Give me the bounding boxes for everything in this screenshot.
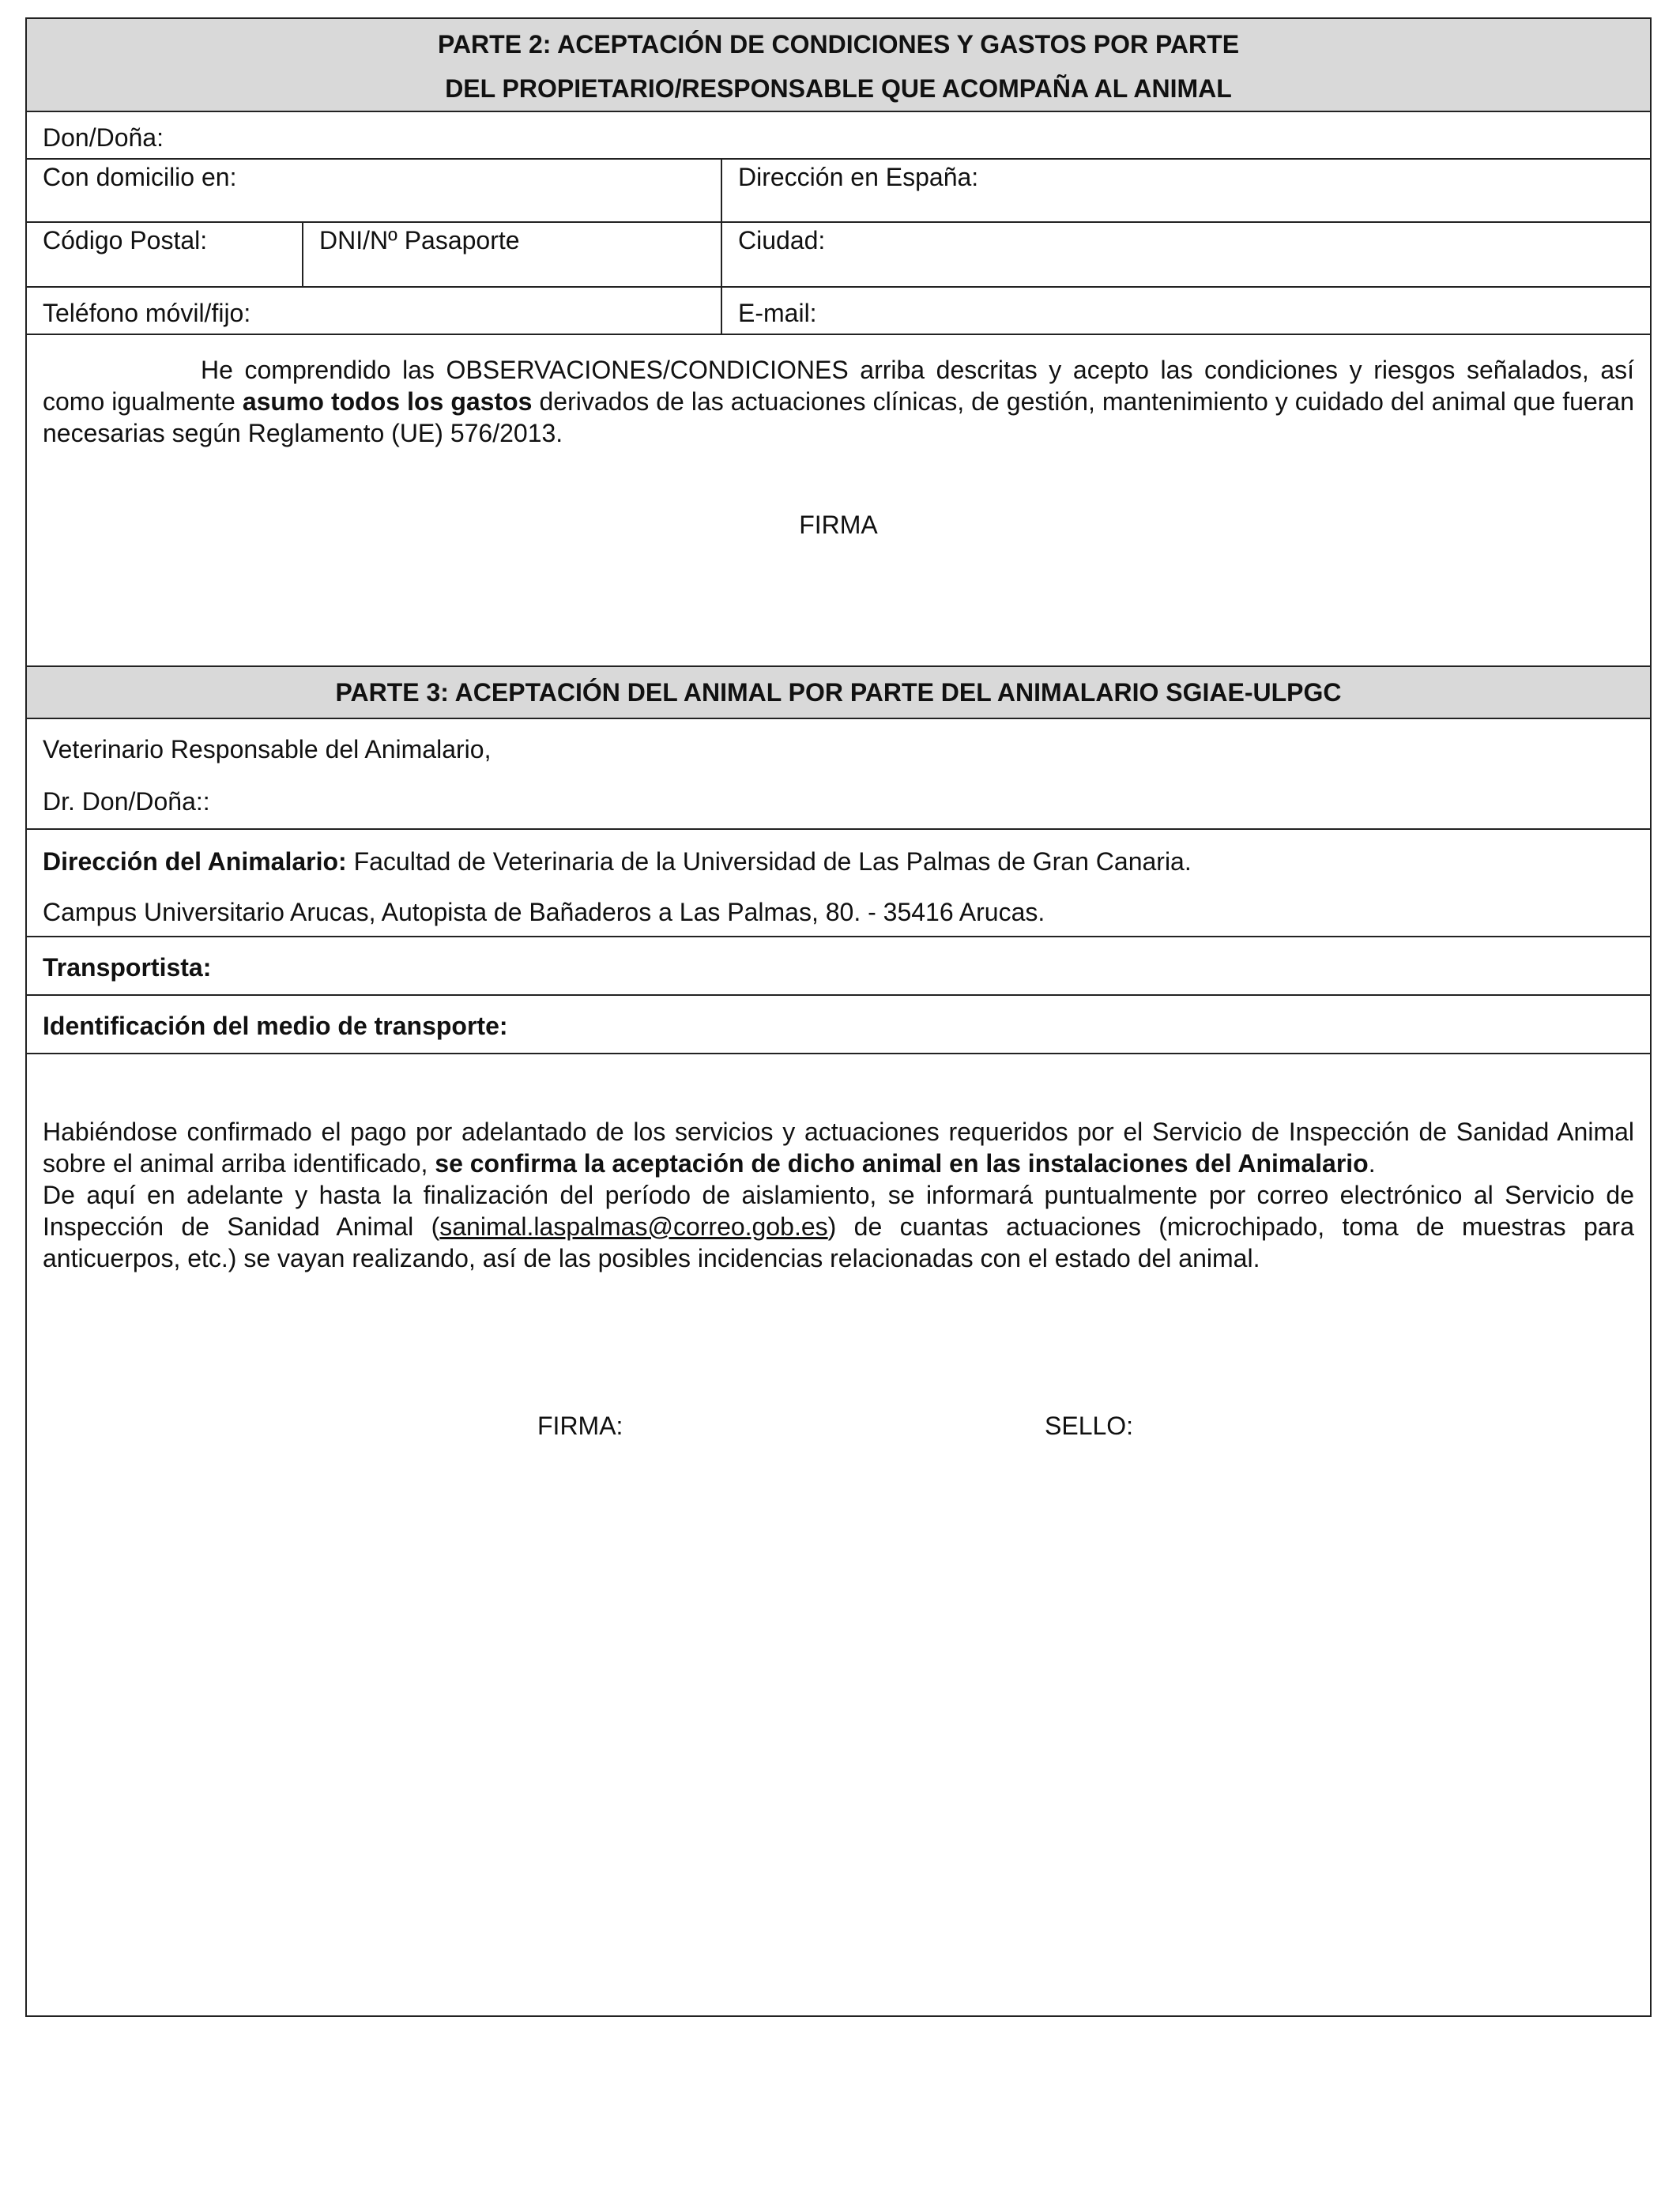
campus-address: Campus Universitario Arucas, Autopista de Bañaderos a Las Palmas, 80. - 35416 Arucas.: [43, 898, 1045, 926]
direccion-animalario: [43, 847, 1192, 876]
confirmation-paragraph: [27, 1054, 1650, 1179]
transportista-label: Transportista:: [43, 953, 212, 982]
part2-title-line2: DEL PROPIETARIO/RESPONSABLE QUE ACOMPAÑA AL ANIMAL: [445, 74, 1232, 103]
declaration-pre: He comprendido las OBSERVACIONES/CONDICIONES arriba descritas y acepto las condiciones y riesgos señalados, así como igualmente: [43, 356, 1634, 416]
part2-title-line1: PARTE 2: ACEPTACIÓN DE CONDICIONES Y GASTOS POR PARTE: [437, 30, 1240, 58]
notification-paragraph: [27, 1179, 1650, 1274]
declaration-row: [27, 335, 1650, 667]
direccion-espana-label: Dirección en España:: [721, 160, 1650, 221]
dr-don-dona-label: Dr. Don/Doña::: [43, 787, 210, 816]
telefono-label: Teléfono móvil/fijo:: [43, 299, 251, 327]
direccion-animalario-value: Facultad de Veterinaria de la Universidad de Las Palmas de Gran Canaria.: [346, 847, 1192, 876]
direccion-animalario-row: [27, 830, 1650, 937]
part3-title: PARTE 3: ACEPTACIÓN DEL ANIMAL POR PARTE DEL ANIMALARIO SGIAE-ULPGC: [335, 678, 1342, 707]
medio-transporte-row: [27, 996, 1650, 1054]
domicilio-row: [27, 160, 1650, 223]
codigo-postal-row: [27, 223, 1650, 288]
part3-header: [27, 667, 1650, 719]
email-link[interactable]: sanimal.laspalmas@correo.gob.es: [439, 1212, 828, 1241]
part3-firma-label: FIRMA:: [537, 1412, 623, 1440]
part2-header: [27, 19, 1650, 112]
direccion-animalario-label: Dirección del Animalario:: [43, 847, 347, 876]
declaration-bold: asumo todos los gastos: [242, 387, 533, 416]
dni-label: DNI/Nº Pasaporte: [302, 223, 721, 286]
transportista-row: [27, 937, 1650, 996]
para2-pre: De aquí en adelante y hasta la finalización del período de aislamiento, se informará puntualmente por correo electrónico al Servicio de Inspección de Sanidad Animal (: [43, 1181, 1634, 1241]
form-table: [25, 17, 1652, 2017]
sello-label: SELLO:: [1045, 1412, 1134, 1440]
don-dona-row: [27, 112, 1650, 160]
don-dona-label: Don/Doña:: [43, 123, 164, 152]
para2-post: ) de cuantas actuaciones (microchipado, toma de muestras para anticuerpos, etc.) se vayan realizando, así de las posibles incidencias relacionadas con el estado del animal.: [43, 1212, 1635, 1272]
part2-firma-label: FIRMA: [799, 511, 878, 539]
email-label: E-mail:: [721, 288, 1650, 334]
veterinario-row: [27, 719, 1650, 830]
vet-responsable-label: Veterinario Responsable del Animalario,: [43, 735, 492, 763]
medio-transporte-label: Identificación del medio de transporte:: [43, 1012, 508, 1040]
declaration-post: derivados de las actuaciones clínicas, de gestión, mantenimiento y cuidado del animal que fueran necesarias según Reglamento (UE) 576/2013.: [43, 387, 1635, 447]
declaration-text: [27, 335, 1650, 449]
para1-bold: se confirma la aceptación de dicho animal en las instalaciones del Animalario: [435, 1149, 1369, 1178]
codigo-postal-label: Código Postal:: [43, 226, 208, 254]
domicilio-label: Con domicilio en:: [43, 163, 237, 191]
confirmation-section: [27, 1054, 1650, 2015]
ciudad-label: Ciudad:: [721, 223, 1650, 286]
para1-pre: Habiéndose confirmado el pago por adelantado de los servicios y actuaciones requeridos por el Servicio de Inspección de Sanidad Animal sobre el animal arriba identificado,: [43, 1118, 1634, 1178]
telefono-row: [27, 288, 1650, 335]
para1-post: .: [1368, 1149, 1376, 1178]
